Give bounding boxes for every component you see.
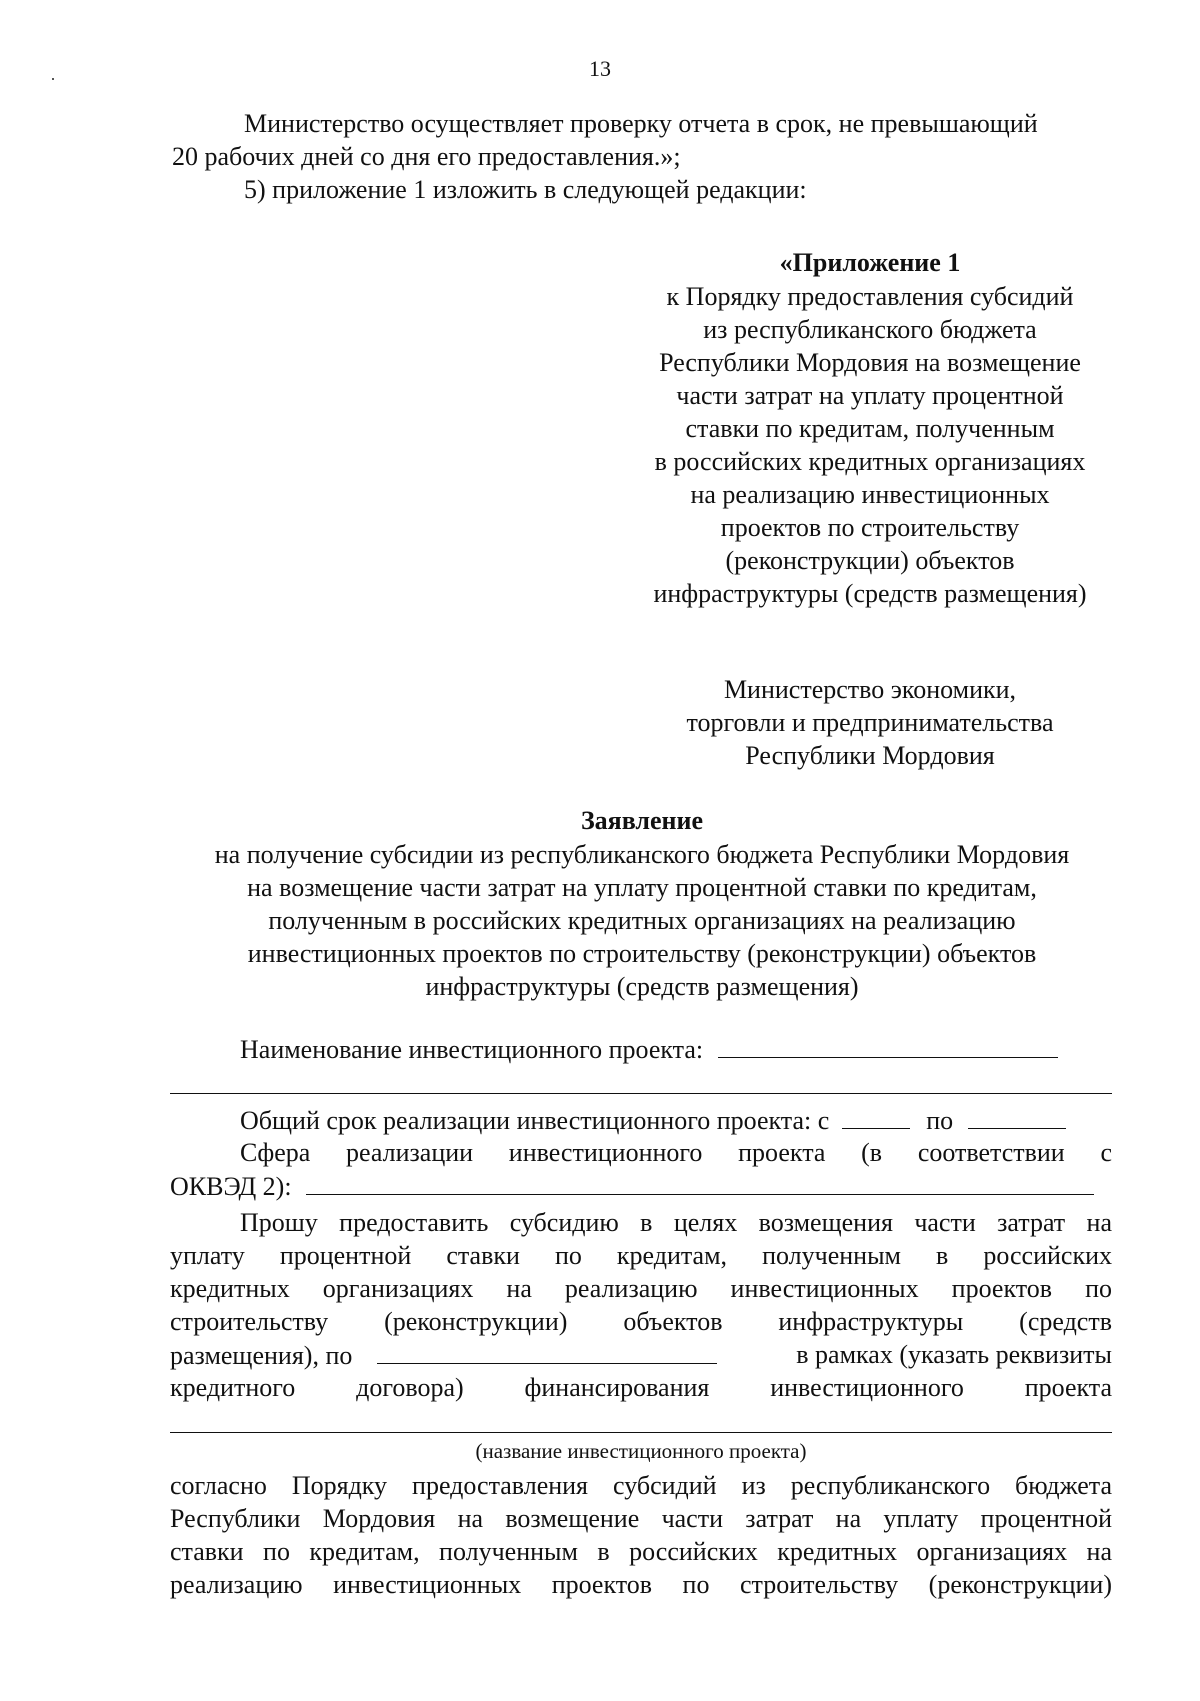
addressee-line: торговли и предпринимательства	[686, 708, 1054, 737]
statement-line: инфраструктуры (средств размещения)	[425, 972, 859, 1001]
appendix-line: Республики Мордовия на возмещение	[659, 348, 1081, 377]
closing-line: реализацию инвестиционных проектов по строительству (реконструкции)	[170, 1570, 1112, 1599]
intro-line-2: 20 рабочих дней со дня его предоставления.»;	[172, 142, 681, 171]
term-label: Общий срок реализации инвестиционного проекта: с	[240, 1106, 830, 1135]
statement-title: Заявление	[580, 806, 704, 835]
appendix-line: (реконструкции) объектов	[725, 546, 1015, 575]
project-name-field	[240, 1033, 1058, 1066]
project-name-continuation-line[interactable]	[170, 1093, 1112, 1094]
request-line: кредитных организациях на реализацию инвестиционных проектов по	[170, 1274, 1112, 1303]
intro-line-1: Министерство осуществляет проверку отчета в срок, не превышающий	[244, 109, 1038, 138]
project-name-blank[interactable]	[718, 1033, 1058, 1058]
project-title-caption: (название инвестиционного проекта)	[475, 1439, 807, 1463]
appendix-line: на реализацию инвестиционных	[690, 480, 1050, 509]
request-line-5-start: размещения), по	[170, 1341, 353, 1370]
appendix-line: инфраструктуры (средств размещения)	[653, 579, 1087, 608]
closing-line: согласно Порядку предоставления субсидий из республиканского бюджета	[170, 1471, 1112, 1500]
appendix-line: проектов по строительству	[720, 513, 1020, 542]
appendix-title: «Приложение 1	[779, 248, 961, 277]
term-from-blank[interactable]	[842, 1104, 910, 1129]
appendix-line: ставки по кредитам, полученным	[685, 414, 1055, 443]
sphere-field	[170, 1170, 1094, 1203]
statement-line: инвестиционных проектов по строительству (реконструкции) объектов	[247, 939, 1037, 968]
intro-line-3: 5) приложение 1 изложить в следующей редакции:	[244, 175, 807, 204]
appendix-line: из республиканского бюджета	[703, 315, 1037, 344]
credit-blank[interactable]	[377, 1339, 717, 1364]
page-number: 13	[589, 56, 611, 81]
appendix-line: к Порядку предоставления субсидий	[666, 282, 1074, 311]
sphere-label: ОКВЭД 2):	[170, 1172, 292, 1201]
closing-line: Республики Мордовия на возмещение части затрат на уплату процентной	[170, 1504, 1112, 1533]
addressee-line: Министерство экономики,	[723, 675, 1017, 704]
request-line-5-end: в рамках (указать реквизиты	[796, 1340, 1112, 1369]
statement-line: полученным в российских кредитных организациях на реализацию	[268, 906, 1016, 935]
appendix-line: в российских кредитных организациях	[654, 447, 1086, 476]
request-line-5	[170, 1339, 1112, 1372]
project-name-label: Наименование инвестиционного проекта:	[240, 1035, 704, 1064]
sphere-line-1: Сфера реализации инвестиционного проекта (в соответствии с	[240, 1138, 1112, 1167]
sphere-blank[interactable]	[306, 1170, 1094, 1195]
term-to-label: по	[926, 1106, 954, 1135]
term-to-blank[interactable]	[968, 1104, 1066, 1129]
appendix-line: части затрат на уплату процентной	[676, 381, 1064, 410]
closing-line: ставки по кредитам, полученным в российских кредитных организациях на	[170, 1537, 1112, 1566]
request-line: уплату процентной ставки по кредитам, полученным в российских	[170, 1241, 1112, 1270]
project-title-line[interactable]	[170, 1432, 1112, 1433]
term-field	[240, 1104, 1066, 1137]
request-line-6: кредитного договора) финансирования инвестиционного проекта	[170, 1373, 1112, 1402]
statement-line: на получение субсидии из республиканского бюджета Республики Мордовия	[214, 840, 1070, 869]
addressee-line: Республики Мордовия	[745, 741, 995, 770]
statement-line: на возмещение части затрат на уплату процентной ставки по кредитам,	[247, 873, 1037, 902]
request-line: строительству (реконструкции) объектов инфраструктуры (средств	[170, 1307, 1112, 1336]
request-line: Прошу предоставить субсидию в целях возмещения части затрат на	[240, 1208, 1112, 1237]
